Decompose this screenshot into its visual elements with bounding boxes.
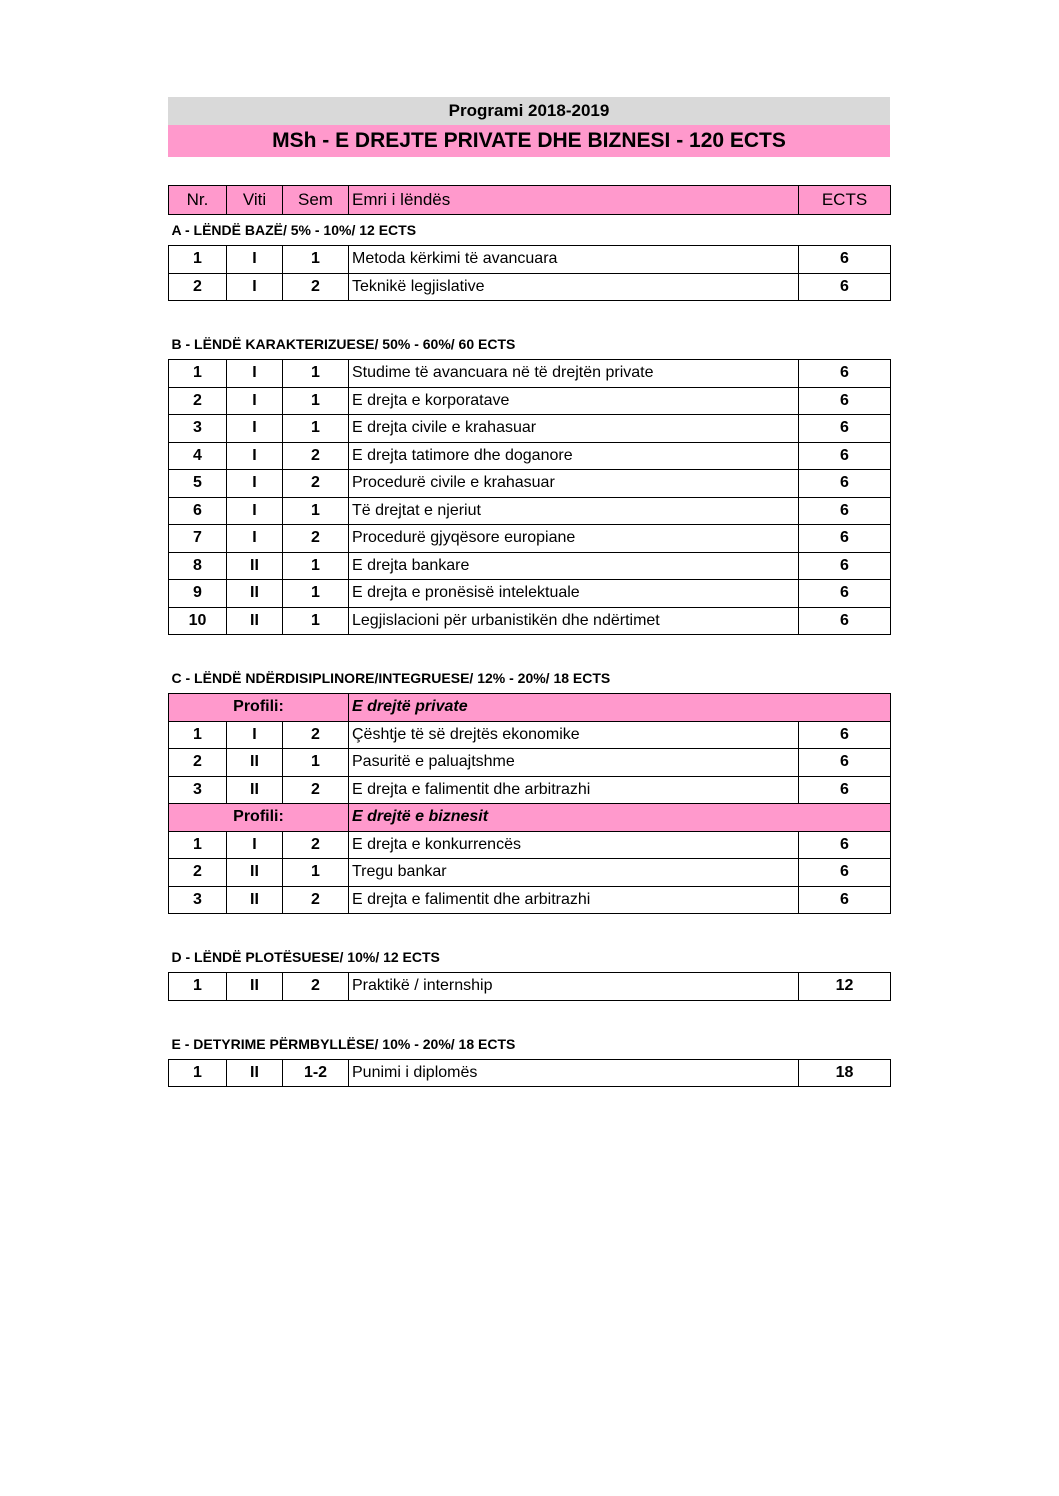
cell-viti: II: [227, 776, 283, 804]
table-row: [169, 360, 891, 388]
cell-viti: II: [227, 973, 283, 1001]
cell-course-name: Studime të avancuara në të drejtën private: [349, 360, 799, 388]
cell-course-name: Çështje të së drejtës ekonomike: [349, 721, 799, 749]
cell-nr: 10: [169, 607, 227, 635]
cell-sem: 1: [283, 497, 349, 525]
section-title: E - DETYRIME PËRMBYLLËSE/ 10% - 20%/ 18 ECTS: [169, 1029, 891, 1060]
table-row: [169, 973, 891, 1001]
cell-viti: I: [227, 470, 283, 498]
cell-ects: 6: [799, 886, 891, 914]
header-ects: ECTS: [799, 186, 891, 215]
cell-sem: 1-2: [283, 1059, 349, 1087]
cell-viti: I: [227, 360, 283, 388]
cell-sem: 1: [283, 859, 349, 887]
section-gap: [169, 1000, 891, 1029]
section-gap-cell: [169, 635, 891, 664]
table-row: [169, 1059, 891, 1087]
cell-ects: 12: [799, 973, 891, 1001]
cell-sem: 2: [283, 973, 349, 1001]
cell-nr: 5: [169, 470, 227, 498]
cell-nr: 1: [169, 721, 227, 749]
program-title: MSh - E DREJTE PRIVATE DHE BIZNESI - 120 ECTS: [168, 125, 890, 157]
cell-viti: II: [227, 1059, 283, 1087]
table-row: [169, 580, 891, 608]
cell-ects: 6: [799, 497, 891, 525]
cell-nr: 1: [169, 973, 227, 1001]
cell-course-name: Procedurë gjyqësore europiane: [349, 525, 799, 553]
cell-nr: 2: [169, 859, 227, 887]
table-header-row: [169, 186, 891, 215]
cell-viti: II: [227, 607, 283, 635]
cell-sem: 2: [283, 776, 349, 804]
cell-sem: 1: [283, 580, 349, 608]
table-row: [169, 607, 891, 635]
program-year: Programi 2018-2019: [168, 97, 890, 125]
table-row: [169, 470, 891, 498]
table-row: [169, 776, 891, 804]
table-row: [169, 831, 891, 859]
section-title: A - LËNDË BAZË/ 5% - 10%/ 12 ECTS: [169, 215, 891, 246]
cell-viti: I: [227, 246, 283, 274]
cell-sem: 2: [283, 831, 349, 859]
header-name: Emri i lëndës: [349, 186, 799, 215]
cell-nr: 4: [169, 442, 227, 470]
table-row: [169, 721, 891, 749]
cell-course-name: Metoda kërkimi të avancuara: [349, 246, 799, 274]
table-row: [169, 497, 891, 525]
header-nr: Nr.: [169, 186, 227, 215]
cell-course-name: E drejta e korporatave: [349, 387, 799, 415]
spacer: [168, 157, 890, 185]
profile-row: [169, 694, 891, 722]
cell-ects: 6: [799, 776, 891, 804]
cell-ects: 6: [799, 246, 891, 274]
cell-viti: II: [227, 886, 283, 914]
profile-name: E drejtë e biznesit: [349, 804, 891, 832]
section-title-row: [169, 663, 891, 694]
cell-sem: 1: [283, 607, 349, 635]
cell-sem: 2: [283, 470, 349, 498]
header-sem: Sem: [283, 186, 349, 215]
cell-nr: 2: [169, 387, 227, 415]
curriculum-table-body: [169, 186, 891, 1087]
cell-course-name: Të drejtat e njeriut: [349, 497, 799, 525]
cell-sem: 1: [283, 552, 349, 580]
cell-viti: II: [227, 859, 283, 887]
profile-label: Profili:: [169, 804, 349, 832]
cell-sem: 1: [283, 246, 349, 274]
cell-ects: 6: [799, 749, 891, 777]
cell-course-name: Procedurë civile e krahasuar: [349, 470, 799, 498]
cell-ects: 6: [799, 859, 891, 887]
cell-course-name: E drejta e falimentit dhe arbitrazhi: [349, 776, 799, 804]
cell-sem: 2: [283, 442, 349, 470]
cell-course-name: E drejta e konkurrencës: [349, 831, 799, 859]
cell-course-name: Teknikë legjislative: [349, 273, 799, 301]
section-title-row: [169, 215, 891, 246]
cell-course-name: Tregu bankar: [349, 859, 799, 887]
section-title-row: [169, 942, 891, 973]
cell-course-name: E drejta e falimentit dhe arbitrazhi: [349, 886, 799, 914]
cell-course-name: Praktikë / internship: [349, 973, 799, 1001]
cell-course-name: E drejta tatimore dhe doganore: [349, 442, 799, 470]
section-title-row: [169, 1029, 891, 1060]
section-gap: [169, 635, 891, 664]
section-gap-cell: [169, 1000, 891, 1029]
cell-nr: 3: [169, 776, 227, 804]
cell-nr: 6: [169, 497, 227, 525]
cell-sem: 2: [283, 886, 349, 914]
section-gap-cell: [169, 301, 891, 330]
section-title: D - LËNDË PLOTËSUESE/ 10%/ 12 ECTS: [169, 942, 891, 973]
cell-nr: 1: [169, 360, 227, 388]
cell-viti: II: [227, 749, 283, 777]
cell-ects: 6: [799, 442, 891, 470]
cell-ects: 6: [799, 580, 891, 608]
profile-row: [169, 804, 891, 832]
curriculum-sheet: [168, 97, 890, 1087]
cell-nr: 3: [169, 886, 227, 914]
cell-ects: 6: [799, 273, 891, 301]
table-row: [169, 525, 891, 553]
cell-sem: 2: [283, 721, 349, 749]
table-row: [169, 415, 891, 443]
cell-viti: I: [227, 442, 283, 470]
section-gap: [169, 914, 891, 943]
cell-sem: 2: [283, 273, 349, 301]
cell-nr: 3: [169, 415, 227, 443]
cell-ects: 6: [799, 387, 891, 415]
cell-ects: 6: [799, 607, 891, 635]
cell-ects: 6: [799, 831, 891, 859]
section-title: C - LËNDË NDËRDISIPLINORE/INTEGRUESE/ 12% - 20%/ 18 ECTS: [169, 663, 891, 694]
cell-sem: 1: [283, 360, 349, 388]
cell-course-name: Legjislacioni për urbanistikën dhe ndërtimet: [349, 607, 799, 635]
cell-sem: 2: [283, 525, 349, 553]
cell-viti: I: [227, 497, 283, 525]
section-title: B - LËNDË KARAKTERIZUESE/ 50% - 60%/ 60 ECTS: [169, 329, 891, 360]
cell-nr: 8: [169, 552, 227, 580]
table-row: [169, 886, 891, 914]
cell-nr: 2: [169, 749, 227, 777]
section-title-row: [169, 329, 891, 360]
cell-ects: 6: [799, 360, 891, 388]
cell-sem: 1: [283, 387, 349, 415]
profile-label: Profili:: [169, 694, 349, 722]
cell-viti: I: [227, 831, 283, 859]
cell-ects: 6: [799, 415, 891, 443]
table-row: [169, 442, 891, 470]
cell-nr: 1: [169, 246, 227, 274]
table-row: [169, 387, 891, 415]
cell-ects: 6: [799, 721, 891, 749]
header-viti: Viti: [227, 186, 283, 215]
cell-viti: I: [227, 273, 283, 301]
cell-sem: 1: [283, 749, 349, 777]
cell-viti: I: [227, 387, 283, 415]
cell-nr: 1: [169, 1059, 227, 1087]
cell-viti: II: [227, 580, 283, 608]
section-gap: [169, 301, 891, 330]
section-gap-cell: [169, 914, 891, 943]
table-row: [169, 749, 891, 777]
cell-nr: 9: [169, 580, 227, 608]
cell-ects: 6: [799, 525, 891, 553]
cell-viti: II: [227, 552, 283, 580]
cell-course-name: Pasuritë e paluajtshme: [349, 749, 799, 777]
curriculum-table: [168, 185, 891, 1087]
cell-sem: 1: [283, 415, 349, 443]
cell-ects: 6: [799, 552, 891, 580]
table-row: [169, 859, 891, 887]
cell-nr: 1: [169, 831, 227, 859]
table-row: [169, 552, 891, 580]
cell-ects: 18: [799, 1059, 891, 1087]
cell-course-name: Punimi i diplomës: [349, 1059, 799, 1087]
cell-ects: 6: [799, 470, 891, 498]
profile-name: E drejtë private: [349, 694, 891, 722]
cell-course-name: E drejta e pronësisë intelektuale: [349, 580, 799, 608]
table-row: [169, 273, 891, 301]
cell-nr: 2: [169, 273, 227, 301]
cell-viti: I: [227, 525, 283, 553]
table-row: [169, 246, 891, 274]
cell-viti: I: [227, 415, 283, 443]
cell-nr: 7: [169, 525, 227, 553]
cell-course-name: E drejta civile e krahasuar: [349, 415, 799, 443]
cell-course-name: E drejta bankare: [349, 552, 799, 580]
cell-viti: I: [227, 721, 283, 749]
